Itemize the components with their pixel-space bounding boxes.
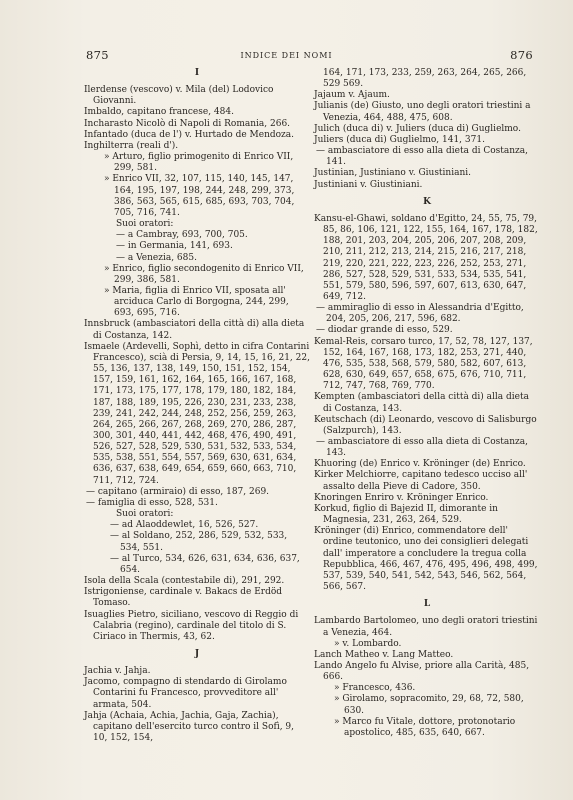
index-entry: Lando Angelo fu Alvise, priore alla Carità, 485, 666. [314,660,530,683]
section-letter: L [423,599,431,610]
index-subentry: — diodar grande di esso, 529. [316,325,453,336]
subentry-heading: Suoi oratori: [116,219,174,230]
index-entry: Jacomo, compagno di stendardo di Girolamo Contarini fu Francesco, provveditore all' armata, 504. [84,677,287,710]
index-subentry: — ammiraglio di esso in Alessandria d'Egitto, 204, 205, 206, 217, 596, 682. [316,303,524,325]
index-subentry: » Arturo, figlio primogenito di Enrico VII, 299, 581. [104,152,294,174]
index-entry: Korkud, figlio di Bajezid II, dimorante in Magnesia, 231, 263, 264, 529. [314,503,498,526]
index-entry: Inghilterra (reali d'). [84,140,179,151]
index-entry: Ilerdense (vescovo) v. Mila (del) Lodovico Giovanni. [84,85,274,107]
subentry-heading: Suoi oratori: [116,509,174,520]
index-subentry: » Marco fu Vitale, dottore, protonotario apostolico, 485, 635, 640, 667. [334,716,516,738]
index-entry: Kansu-el-Ghawi, soldano d'Egitto, 24, 55, 75, 79, 85, 86, 106, 121, 122, 155, 164, 167, 178, 182, 188, 201, 203, 204, 205, 206, 207, 208, 209, 210, 211, 212, 213, 214, 215, 216, 217, 218, 219, 220, 221, 222, 223, 226, 252, 253, 271, 286, 527, 528, 529, 531, 533, 534, 535, 541, 551, 579, 580, 596, 597, 607, 613, 630, 647, 649, 712. [314,213,538,302]
index-subentry: — famiglia di esso, 528, 531. [86,497,218,508]
index-entry: Infantado (duca de l') v. Hurtado de Mendoza. [84,129,295,140]
section-letter: K [423,196,431,207]
index-entry: Isuaglies Pietro, siciliano, vescovo di Reggio di Calabria (regino), cardinale del titolo di S. Ciriaco in Thermis, 43, 62. [84,609,299,642]
index-entry: Ismaele (Ardevelli, Sophì, detto in cifra Contarini Francesco), scià di Persia, 9, 14, 15, 16, 21, 22, 55, 136, 137, 138, 149, 150, 151, 152, 154, 157, 159, 161, 162, 164, 165, 166, 167, 168, 171, 173, 175, 177, 178, 179, 180, 182, 184, 187, 188, 189, 195, 226, 230, 231, 233, 238, 239, 241, 242, 244, 248, 252, 256, 259, 263, 264, 265, 266, 267, 268, 269, 270, 286, 287, 300, 301, 440, 441, 442, 468, 476, 490, 491, 526, 527, 528, 529, 530, 531, 532, 533, 534, 535, 538, 551, 554, 557, 569, 630, 631, 634, 636, 637, 638, 649, 654, 659, 660, 663, 710, 711, 712, 724. [84,341,310,486]
section-letter: I [194,68,200,78]
index-subentry: » Enrico, figlio secondogenito di Enrico VII, 299, 386, 581. [104,263,304,285]
section-letter: J [194,648,200,659]
index-subentry: — al Soldano, 252, 286, 529, 532, 533, 534, 551. [110,531,288,553]
index-entry: Kröninger (di) Enrico, commendatore dell' ordine teutonico, uno dei consiglieri delegati dall' imperatore a concludere la tregua colla Repubblica, 466, 467, 476, 495, 496, 498, 499, 537, 539, 540, 541, 542, 543, 546, 562, 564, 566, 567. [314,526,538,593]
index-entry: Incharasto Nicolò di Napoli di Romania, 266. [84,118,291,129]
index-entry: Kemal-Reis, corsaro turco, 17, 52, 78, 127, 137, 152, 164, 167, 168, 173, 182, 253, 271, 440, 476, 535, 538, 568, 579, 580, 582, 607, 613, 628, 630, 649, 657, 658, 675, 676, 710, 711, 712, 747, 768, 769, 770. [314,336,533,392]
index-subentry: — a Venezia, 685. [116,252,197,263]
index-entry: Lanch Matheo v. Lang Matteo. [314,649,454,660]
index-entry: Knoringen Enriro v. Kröninger Enrico. [314,492,489,503]
index-subentry: » v. Lombardo. [334,638,402,649]
index-entry: Isola della Scala (contestabile di), 291, 292. [84,576,285,587]
index-entry: Jajaum v. Ajaum. [314,90,390,101]
running-title: INDICE DEI NOMI [240,51,333,60]
index-entry: 164, 171, 173, 233, 259, 263, 264, 265, 266, 529 569. [323,68,527,90]
index-subentry: » Girolamo, sopracomito, 29, 68, 72, 580, 630. [334,694,524,716]
page-number-right: 876 [510,48,533,62]
index-entry: Lambardo Bartolomeo, uno degli oratori triestini a Venezia, 464. [314,616,538,638]
index-column-left [84,68,310,744]
index-entry: Istrigoniense, cardinale v. Bakacs de Erdöd Tomaso. [84,587,283,609]
page-number-left: 875 [86,48,109,62]
index-subentry: » Francesco, 436. [334,683,416,694]
index-entry: Imbaldo, capitano francese, 484. [84,107,234,118]
index-entry: Kirker Melchiorre, capitano tedesco ucciso all' assalto della Pieve di Cadore, 350. [314,470,528,492]
index-entry: Julich (duca di) v. Juliers (duca di) Guglielmo. [314,123,521,134]
index-subentry: » Enrico VII, 32, 107, 115, 140, 145, 147, 164, 195, 197, 198, 244, 248, 299, 373, 386, 563, 565, 615, 685, 693, 703, 704, 705, 716, 741. [104,174,295,218]
index-subentry: — in Germania, 141, 693. [116,241,233,252]
index-subentry: — ambasciatore di esso alla dieta di Costanza, 141. [316,146,528,168]
index-subentry: — al Turco, 534, 626, 631, 634, 636, 637, 654. [110,553,300,575]
index-entry: Innsbruck (ambasciatori della città di) alla dieta di Costanza, 142. [84,319,305,341]
index-subentry: — a Cambray, 693, 700, 705. [116,230,248,241]
index-entry: Justinian, Justiniano v. Giustiniani. [314,168,472,179]
index-column-right [314,68,540,739]
index-entry: Kempten (ambasciatori della città di) alla dieta di Costanza, 143. [314,392,529,414]
index-subentry: — capitano (armiraio) di esso, 187, 269. [86,486,270,497]
index-entry: Keutschach (di) Leonardo, vescovo di Salisburgo (Salzpurch), 143. [314,414,537,436]
index-entry: Khuoring (de) Enrico v. Kröninger (de) Enrico. [314,459,526,470]
index-entry: Juliers (duca di) Guglielmo, 141, 371. [314,134,485,145]
index-entry: Julianis (de) Giusto, uno degli oratori triestini a Venezia, 464, 488, 475, 608. [314,101,531,123]
index-entry: Jachia v. Jahja. [84,666,151,677]
index-subentry: — ad Alaoddewlet, 16, 526, 527. [110,520,259,531]
index-subentry: — ambasciatore di esso alla dieta di Costanza, 143. [316,437,528,459]
index-subentry: » Maria, figlia di Enrico VII, sposata all' arciduca Carlo di Borgogna, 244, 299, 693, 695, 716. [104,285,289,319]
index-entry: Justiniani v. Giustiniani. [314,179,423,190]
index-entry: Jahja (Achaia, Achia, Jachia, Gaja, Zachia), capitano dell'esercito turco contro il Sofì, 9, 10, 152, 154, [84,710,295,744]
